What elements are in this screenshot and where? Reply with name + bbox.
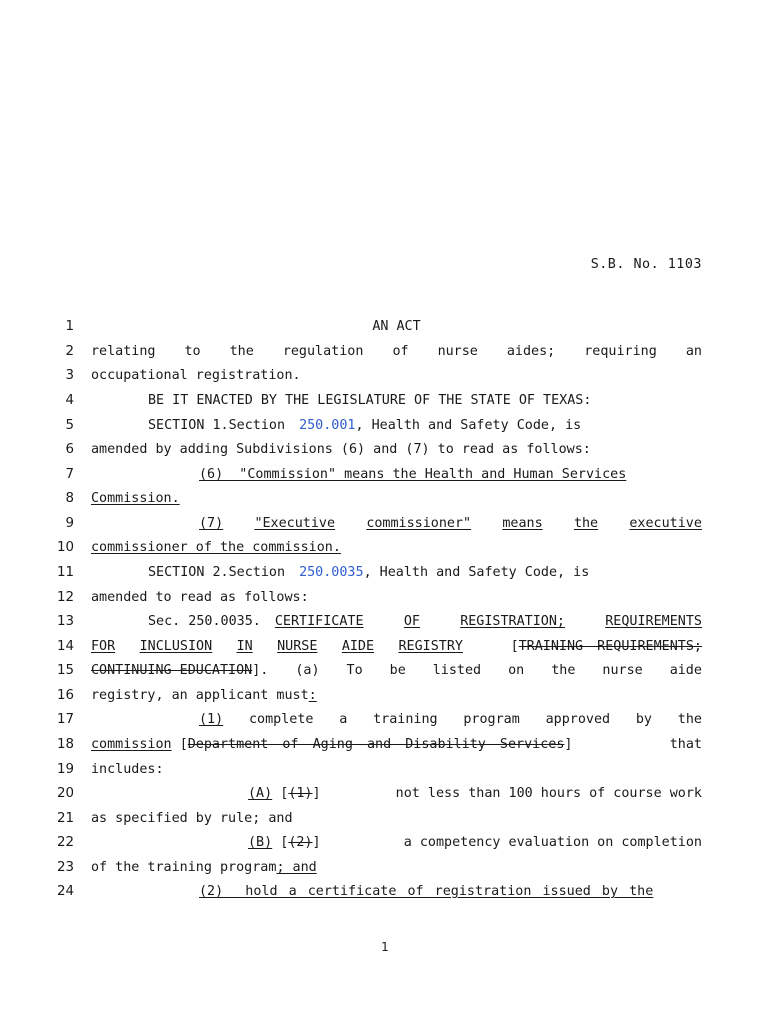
section-link-250-0035[interactable]: 250.0035	[299, 565, 364, 580]
line-number: 13	[56, 614, 74, 629]
line-number: 3	[65, 368, 74, 383]
line-number: 6	[65, 442, 74, 457]
body-line: of the training program; and	[91, 860, 317, 875]
body-line: amended by adding Subdivisions (6) and (7) to read as follows:	[91, 442, 591, 457]
body-line: amended to read as follows:	[91, 590, 309, 605]
body-line: commission [Department of Aging and Disability Services] that	[91, 737, 702, 752]
line-number: 11	[56, 565, 74, 580]
act-title: AN ACT	[372, 319, 421, 334]
deleted-text: Department of Aging and Disability Services	[187, 737, 565, 752]
inserted-text: commissioner of the commission.	[91, 540, 341, 555]
line-number: 4	[65, 393, 74, 408]
line-number: 18	[56, 737, 74, 752]
page-number: 1	[381, 940, 389, 954]
line-number: 10	[56, 540, 74, 555]
inserted-text: (6) "Commission" means the Health and Human Services	[199, 467, 627, 482]
bill-number: S.B. No. 1103	[590, 257, 702, 272]
line-number: 12	[56, 590, 74, 605]
body-line: (1) complete a training program approved by the	[199, 712, 702, 727]
enacting-clause: BE IT ENACTED BY THE LEGISLATURE OF THE STATE OF TEXAS:	[148, 393, 592, 408]
line-number: 9	[65, 516, 74, 531]
line-number: 15	[56, 663, 74, 678]
body-line: as specified by rule; and	[91, 811, 293, 826]
body-line: (A) [(1)] not less than 100 hours of course work	[248, 786, 702, 801]
line-number: 16	[56, 688, 74, 703]
line-number: 17	[56, 712, 74, 727]
line-number: 23	[56, 860, 74, 875]
line-number: 1	[65, 319, 74, 334]
inserted-text: Commission.	[91, 491, 180, 506]
line-number: 22	[56, 835, 74, 850]
line-number: 5	[65, 418, 74, 433]
deleted-text: TRAINING REQUIREMENTS;	[518, 639, 702, 654]
deleted-text: CONTINUING EDUCATION	[91, 663, 253, 678]
body-line: CONTINUING EDUCATION]. (a) To be listed on the nurse aide	[91, 663, 702, 678]
line-number: 14	[56, 639, 74, 654]
bill-caption-line: relating to the regulation of nurse aides; requiring an	[91, 344, 702, 359]
line-number: 19	[56, 762, 74, 777]
inserted-text: (2) hold a certificate of registration issued by the	[199, 884, 654, 899]
section-heading-line: Sec. 250.0035. CERTIFICATE OF REGISTRATION; REQUIREMENTS	[148, 614, 702, 629]
section-heading-line: FOR INCLUSION IN NURSE AIDE REGISTRY [TRAINING REQUIREMENTS;	[91, 639, 702, 654]
section-link-250-001[interactable]: 250.001	[299, 418, 356, 433]
line-number: 8	[65, 491, 74, 506]
inserted-text: (7) "Executive commissioner" means the executive	[199, 516, 702, 531]
bill-caption-line: occupational registration.	[91, 368, 301, 383]
section-1-heading: SECTION 1. Section 250.001, Health and Safety Code, is	[148, 418, 582, 433]
line-number: 21	[56, 811, 74, 826]
body-line: (B) [(2)] a competency evaluation on completion	[248, 835, 702, 850]
section-2-heading: SECTION 2. Section 250.0035, Health and Safety Code, is	[148, 565, 590, 580]
line-number: 7	[65, 467, 74, 482]
line-number: 2	[65, 344, 74, 359]
body-line: includes:	[91, 762, 164, 777]
line-number: 20	[56, 786, 74, 801]
body-line: registry, an applicant must:	[91, 688, 317, 703]
deleted-text: (1)	[288, 786, 313, 801]
deleted-text: (2)	[288, 835, 313, 850]
line-number: 24	[56, 884, 74, 899]
